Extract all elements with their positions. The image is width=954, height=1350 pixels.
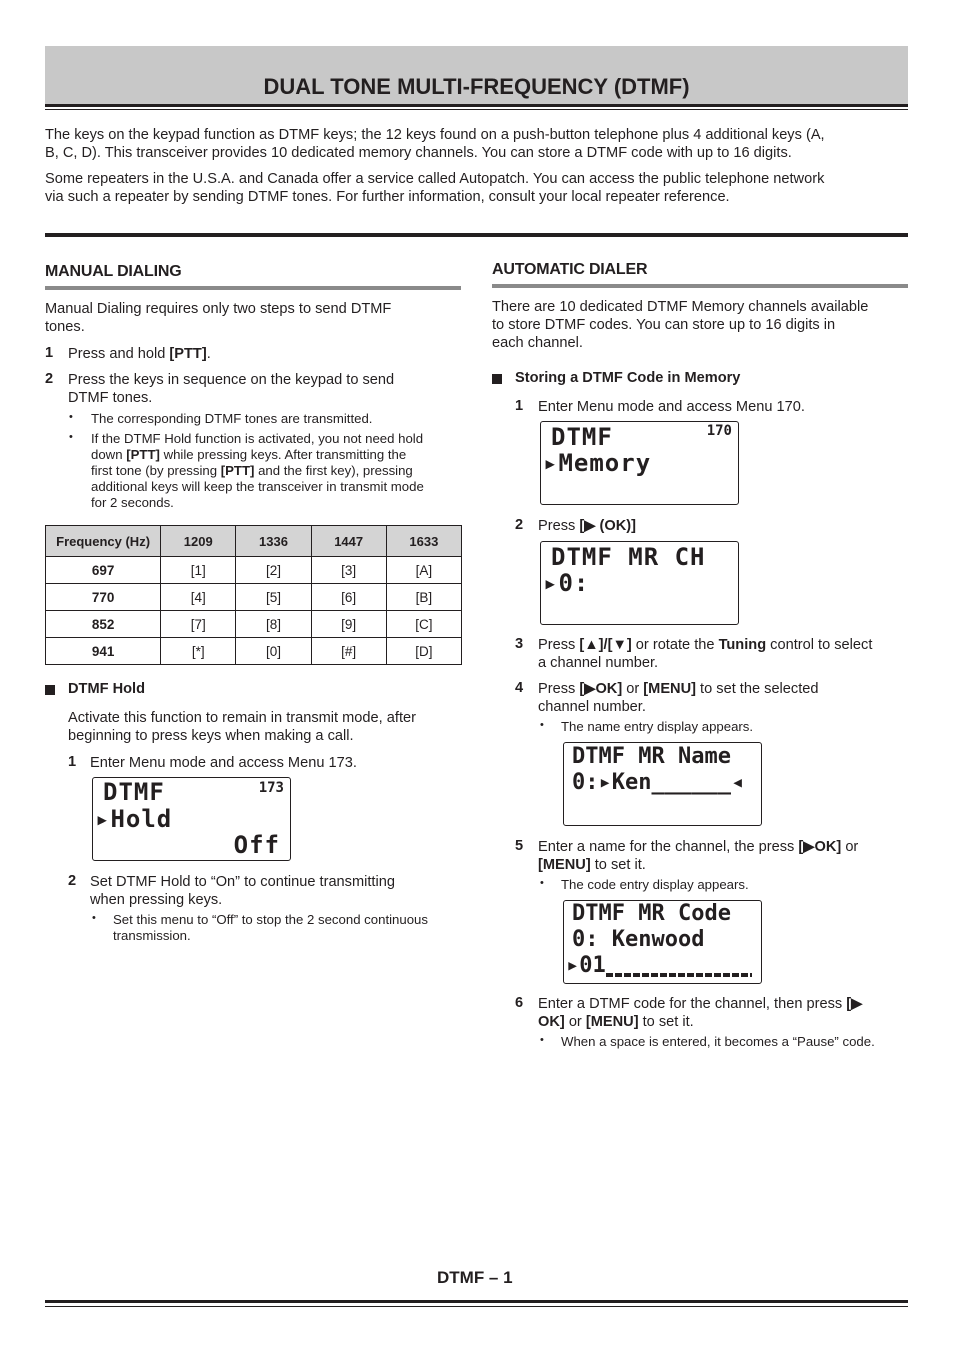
table-cell: 941 [46, 638, 161, 665]
auto-step6-text: Enter a DTMF code for the channel, then press [▶ OK] or [MENU] to set it. [538, 996, 863, 1030]
manual-dialing-rule [45, 286, 461, 290]
lcd-display-menu-170 [540, 421, 739, 505]
lcd-line-2: ▸Hold [95, 805, 173, 833]
dtmf-hold-heading: DTMF Hold [68, 681, 146, 697]
auto-step2-text: Press [▶ (OK)] [538, 518, 636, 534]
lcd-display-mr-name [563, 742, 762, 826]
manual-step2-number: 2 [45, 371, 54, 387]
page-footer: DTMF – 1 [437, 1268, 513, 1287]
bullet-dot: • [540, 1034, 544, 1046]
table-cell: [4] [161, 584, 236, 611]
table-cell: [*] [161, 638, 236, 665]
lcd-line-3: ▸01 [566, 953, 606, 978]
title-rule [45, 104, 908, 107]
manual-dialing-heading: MANUAL DIALING [45, 263, 182, 280]
table-cell: [A] [386, 557, 461, 584]
ptt-key: [PTT] [169, 346, 207, 362]
table-cell: [C] [386, 611, 461, 638]
lcd-line-1: DTMF MR Code [572, 901, 731, 926]
table-header-cell: 1209 [161, 526, 236, 557]
lcd-line-1: DTMF [103, 778, 165, 806]
manual-step2-text: Press the keys in sequence on the keypad to send DTMF tones. [68, 372, 395, 406]
auto-step4-number: 4 [515, 680, 524, 696]
table-header-cell: 1336 [236, 526, 311, 557]
lcd-menu-number: 170 [706, 423, 732, 439]
table-cell: [2] [236, 557, 311, 584]
intro-paragraph-1: The keys on the keypad function as DTMF keys; the 12 keys found on a push-button telephone plus 4 additional keys (A, B, C, D). This transceiver provides 10 dedicated memory channels. You can store a DTMF code with up to 16 digits. [45, 127, 825, 161]
page-title: DUAL TONE MULTI-FREQUENCY (DTMF) [263, 74, 690, 99]
table-cell: [7] [161, 611, 236, 638]
auto-step2-number: 2 [515, 517, 524, 533]
table-cell: [D] [386, 638, 461, 665]
lcd-display-mr-ch [540, 541, 739, 625]
title-rule-thin [45, 109, 908, 110]
table-row [46, 557, 462, 584]
table-header-cell: 1633 [386, 526, 461, 557]
square-bullet-icon [492, 374, 502, 384]
table-header-cell: Frequency (Hz) [46, 526, 161, 557]
lcd-dot-fill [606, 973, 752, 977]
table-cell: [9] [311, 611, 386, 638]
lcd-line-3: Off [233, 831, 280, 859]
manual-bullet-2: If the DTMF Hold function is activated, you not need hold down [PTT] while pressing keys. After transmitting the first tone (by pressing [PTT] and the first key), pressing additional keys will keep the transceiver in transmit mode for 2 seconds. [91, 431, 424, 510]
auto-step1-number: 1 [515, 398, 524, 414]
dtmf-frequency-table [45, 525, 462, 665]
table-cell: 770 [46, 584, 161, 611]
bullet-dot: • [92, 912, 96, 924]
table-cell: 852 [46, 611, 161, 638]
lcd-line-2: 0: Kenwood [572, 927, 705, 952]
hold-step2-text: Set DTMF Hold to “On” to continue transmitting when pressing keys. [90, 874, 395, 908]
section-divider [45, 233, 908, 237]
storing-dtmf-heading: Storing a DTMF Code in Memory [515, 370, 741, 386]
table-header-row [46, 526, 462, 557]
auto-bullet-5: The code entry display appears. [561, 877, 749, 892]
table-cell: [6] [311, 584, 386, 611]
footer-rule [45, 1300, 908, 1303]
table-cell: 697 [46, 557, 161, 584]
table-row [46, 638, 462, 665]
manual-bullet-1: The corresponding DTMF tones are transmitted. [91, 411, 373, 426]
lcd-menu-number: 173 [258, 780, 284, 796]
table-row [46, 611, 462, 638]
automatic-dialer-heading: AUTOMATIC DIALER [492, 261, 648, 278]
footer-rule-thin [45, 1306, 908, 1307]
lcd-line-1: DTMF [551, 423, 613, 451]
intro-paragraph-2: Some repeaters in the U.S.A. and Canada offer a service called Autopatch. You can access the public telephone network via such a repeater by sending DTMF tones. For further information, consult your local repeater reference. [45, 171, 825, 205]
auto-bullet-4: The name entry display appears. [561, 719, 754, 734]
dtmf-hold-text: Activate this function to remain in transmit mode, after beginning to press keys when making a call. [68, 710, 416, 744]
ok-key: [▶ (OK)] [579, 518, 636, 534]
manual-step1-text: Press and hold [PTT]. [68, 346, 211, 362]
lcd-line-2: 0:▸Ken______◂ [572, 770, 745, 795]
auto-step3-text: Press [▲]/[▼] or rotate the Tuning control to select a channel number. [538, 637, 873, 671]
auto-step6-number: 6 [515, 995, 524, 1011]
auto-step1-text: Enter Menu mode and access Menu 170. [538, 399, 805, 415]
lcd-line-2: ▸Memory [543, 449, 652, 477]
auto-step5-number: 5 [515, 838, 524, 854]
auto-bullet-6: When a space is entered, it becomes a “Pause” code. [561, 1034, 875, 1049]
bullet-dot: • [540, 877, 544, 889]
auto-step5-text: Enter a name for the channel, the press [▶OK] or [MENU] to set it. [538, 839, 859, 873]
hold-step1-number: 1 [68, 754, 77, 770]
hold-step1-text: Enter Menu mode and access Menu 173. [90, 755, 357, 771]
hold-bullet: Set this menu to “Off” to stop the 2 second continuous transmission. [113, 912, 428, 943]
table-cell: [0] [236, 638, 311, 665]
lcd-display-mr-code [563, 900, 762, 984]
manual-dialing-intro: Manual Dialing requires only two steps to send DTMF tones. [45, 301, 392, 335]
bullet-dot: • [69, 431, 73, 443]
auto-step3-number: 3 [515, 636, 524, 652]
automatic-dialer-intro: There are 10 dedicated DTMF Memory channels available to store DTMF codes. You can store up to 16 digits in each channel. [492, 299, 869, 351]
table-cell: [5] [236, 584, 311, 611]
hold-step2-number: 2 [68, 873, 77, 889]
automatic-dialer-rule [492, 284, 908, 288]
table-cell: [#] [311, 638, 386, 665]
table-cell: [3] [311, 557, 386, 584]
table-header-cell: 1447 [311, 526, 386, 557]
table-cell: [1] [161, 557, 236, 584]
table-cell: [8] [236, 611, 311, 638]
auto-step4-text: Press [▶OK] or [MENU] to set the selected channel number. [538, 681, 819, 715]
lcd-line-1: DTMF MR CH [551, 543, 706, 571]
lcd-line-2: ▸0: [543, 569, 590, 597]
bullet-dot: • [540, 719, 544, 731]
table-cell: [B] [386, 584, 461, 611]
lcd-line-1: DTMF MR Name [572, 744, 731, 769]
square-bullet-icon [45, 685, 55, 695]
bullet-dot: • [69, 411, 73, 423]
manual-step1-number: 1 [45, 345, 54, 361]
lcd-display-menu-173 [92, 777, 291, 861]
table-row [46, 584, 462, 611]
